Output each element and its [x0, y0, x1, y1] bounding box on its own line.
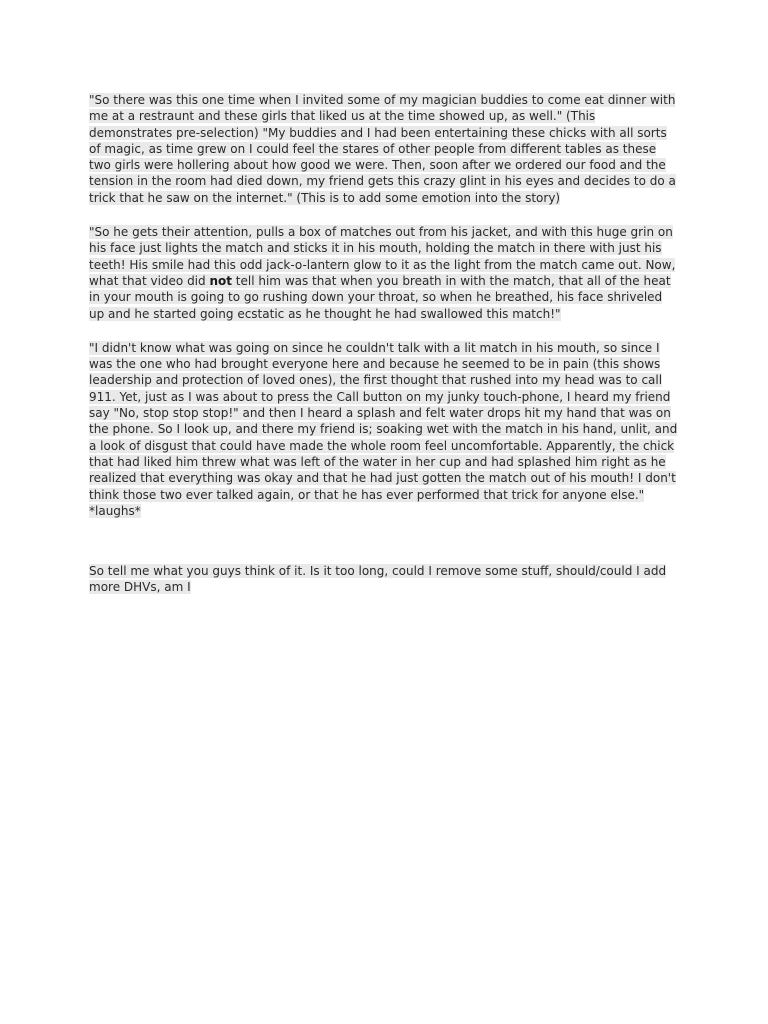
- document-page: [89, 92, 679, 614]
- paragraph-text: "I didn't know what was going on since he couldn't talk with a lit match in his mouth, so since I was the one who had brought everyone here and because he seemed to be in pain (this shows leadership and protection of loved ones), the first thought that rushed into my head was to call 911. Yet, just as I was about to press the Call button on my junky touch-phone, I heard my friend say "No, stop stop stop!" and then I heard a splash and felt water drops hit my hand that was on the phone. So I look up, and there my friend is; soaking wet with the match in his hand, unlit, and a look of disgust that could have made the whole room feel uncomfortable. Apparently, the chick that had liked him threw what was left of the water in her cup and had splashed him right as he realized that everything was okay and that he had just gotten the match out of his mouth! I don't think those two ever talked again, or that he has ever performed that trick for anyone else." *laughs*: [89, 340, 678, 518]
- story-paragraph-2: [89, 224, 679, 322]
- paragraph-text: "So there was this one time when I invited some of my magician buddies to come eat dinner with me at a restraunt and these girls that liked us at the time showed up, as well." (This demonstrates pre-selection) "My buddies and I had been entertaining these chicks with all sorts of magic, as time grew on I could feel the stares of other people from different tables as these two girls were hollering about how good we were. Then, soon after we ordered our food and the tension in the room had died down, my friend gets this crazy glint in his eyes and decides to do a trick that he saw on the internet." (This is to add some emotion into the story): [89, 93, 676, 205]
- paragraph-text: So tell me what you guys think of it. Is it too long, could I remove some stuff, should/could I add more DHVs, am I: [89, 564, 667, 595]
- story-paragraph-3: [89, 340, 679, 519]
- closing-question-paragraph: [89, 563, 679, 596]
- bold-emphasis: not: [209, 273, 232, 288]
- story-paragraph-1: [89, 92, 679, 206]
- paragraph-text-before-bold: "So he gets their attention, pulls a box of matches out from his jacket, and with this huge grin on his face just lights the match and sticks it in his mouth, holding the match in there with just his teeth! His smile had this odd jack-o-lantern glow to it as the light from the match came out. Now, what that video did: [89, 225, 676, 288]
- paragraph-text-after-bold: tell him was that when you breath in with the match, that all of the heat in your mouth is going to go rushing down your throat, so when he breathed, his face shriveled up and he started going ecstatic as he thought he had swallowed this match!": [89, 273, 671, 321]
